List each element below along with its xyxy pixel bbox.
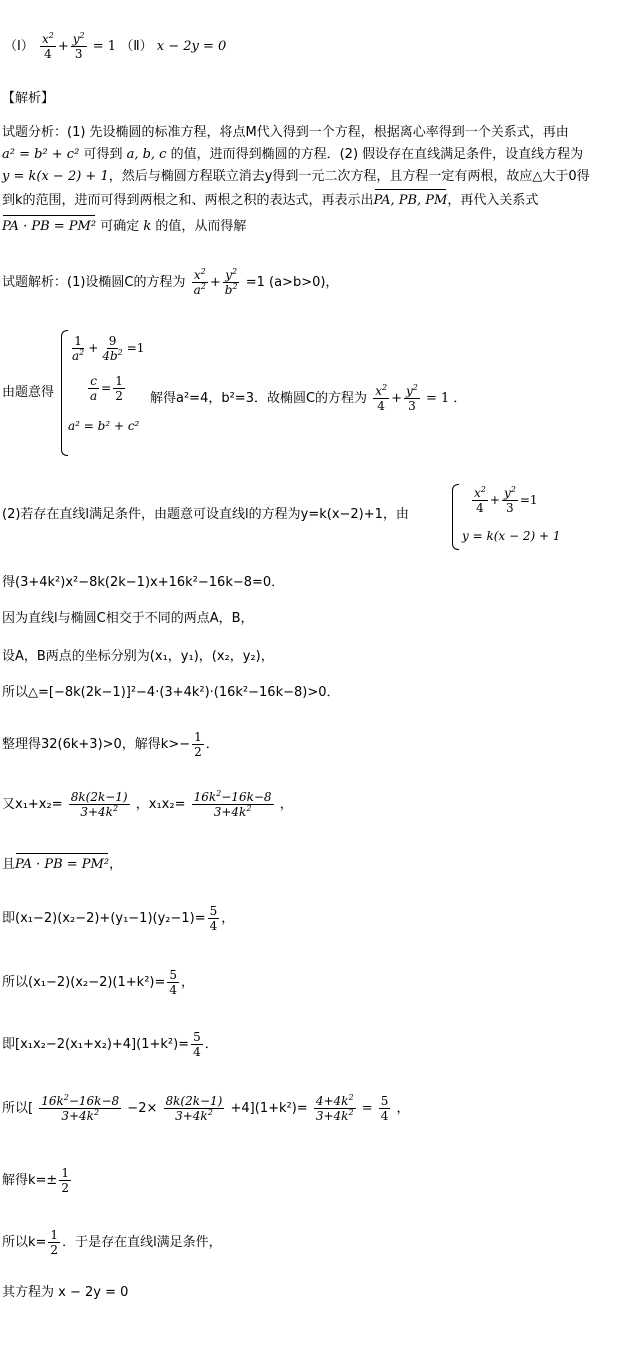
solution-line-5: 因为直线l与椭圆C相交于不同的两点A，B， bbox=[2, 611, 254, 626]
part2-eq: x − 2y = 0 bbox=[156, 39, 227, 54]
section-title: 【解析】 bbox=[2, 91, 55, 106]
solution-line-11: 即(x₁−2)(x₂−2)+(y₁−1)(y₂−1)= $\frac{5}{4}$ ， bbox=[2, 904, 235, 933]
solution-line-4: 得(3+4k²)x²−8k(2k−1)x+16k²−16k−8=0． bbox=[2, 575, 285, 590]
solution-line-17: 其方程为 x − 2y = 0 bbox=[2, 1285, 129, 1300]
system-row-1: $\frac{1}{a^2}$ + $\frac{9}{4b^2}$ =1 bbox=[72, 334, 145, 363]
part1-label: （Ⅰ） bbox=[4, 39, 34, 54]
solution-line-16: 所以k= $\frac{1}{2}$ ．于是存在直线l满足条件， bbox=[2, 1228, 222, 1257]
solution-line-3: (2)若存在直线l满足条件，由题意可设直线l的方程为y=k(x−2)+1，由 bbox=[2, 507, 409, 522]
solution-line-12: 所以(x₁−2)(x₂−2)(1+k²)= $\frac{5}{4}$ ， bbox=[2, 968, 195, 997]
solution-line-1: 试题解析：(1)设椭圆C的方程为 $\frac{x^2}{a^2}$ + $\frac{y^2}{b^2}$ =1 (a>b>0)， bbox=[2, 267, 339, 297]
analysis-line-1: 试题分析：(1) 先设椭圆的标准方程，将点M代入得到一个方程，根据离心率得到一个关系式，再由 bbox=[2, 125, 569, 140]
analysis-line-2: a² = b² + c² 可得到 a, b, c 的值，进而得到椭圆的方程．(2) 假设存在直线满足条件，设直线方程为 bbox=[2, 147, 584, 162]
part2-label: （Ⅱ） bbox=[120, 39, 153, 54]
solution-line-10: 且PA · PB = PM²， bbox=[2, 857, 123, 872]
part1-eq: = 1 bbox=[92, 39, 117, 54]
solution-line-6: 设A，B两点的坐标分别为(x₁，y₁)，(x₂，y₂)， bbox=[2, 649, 274, 664]
system-row-3: a² = b² + c² bbox=[68, 419, 140, 433]
system-row-2: $\frac{c}{a}$ = $\frac{1}{2}$ bbox=[90, 374, 123, 403]
solution-line-2a: 由题意得 bbox=[2, 385, 55, 400]
fraction: $\frac{x^2}{4}$ bbox=[41, 31, 54, 61]
solution-line-2b: 解得a²=4，b²=3．故椭圆C的方程为 $\frac{x^2}{4}$ + $\frac{y^2}{3}$ = 1 ． bbox=[150, 383, 467, 413]
solution-line-13: 即[x₁x₂−2(x₁+x₂)+4](1+k²)= $\frac{5}{4}$ ． bbox=[2, 1030, 218, 1059]
solution-line-14: 所以[ $\frac{16k^2-16k-8}{3+4k^2}$ −2× $\frac{8k(2k-1)}{3+4k^2}$ +4](1+k²)= $\frac{4+4k^2}{3+4k^2}$ = $\frac{5}{4}$ ， bbox=[2, 1093, 410, 1123]
system-brace-2 bbox=[452, 484, 459, 550]
fraction: $\frac{y^2}{3}$ bbox=[72, 31, 85, 61]
system2-row-1: $\frac{x^2}{4}$ + $\frac{y^2}{3}$ =1 bbox=[474, 485, 538, 515]
solution-line-9: 又x₁+x₂= $\frac{8k(2k-1)}{3+4k^2}$ ，x₁x₂= $\frac{16k^2-16k-8}{3+4k^2}$ ， bbox=[2, 789, 293, 819]
solution-line-15: 解得k=± $\frac{1}{2}$ bbox=[2, 1166, 69, 1195]
system-brace bbox=[61, 330, 68, 456]
answer-line: （Ⅰ） $\frac{x^2}{4}$ + $\frac{y^2}{3}$ = 1 （Ⅱ） x − 2y = 0 bbox=[4, 31, 227, 61]
system2-row-2: y = k(x − 2) + 1 bbox=[462, 529, 561, 543]
analysis-line-4: 到k的范围，进而可得到两根之和、两根之积的表达式，再表示出PA, PB, PM，再代入关系式 bbox=[2, 193, 539, 208]
fraction: $\frac{y^2}{b^2}$ bbox=[224, 267, 238, 297]
solution-line-8: 整理得32(6k+3)>0，解得k>− $\frac{1}{2}$ ． bbox=[2, 730, 219, 759]
solution-line-7: 所以△=[−8k(2k−1)]²−4·(3+4k²)·(16k²−16k−8)>0． bbox=[2, 685, 340, 700]
analysis-line-5: PA · PB = PM² 可确定 k 的值，从而得解 bbox=[2, 219, 247, 234]
fraction: $\frac{x^2}{a^2}$ bbox=[193, 267, 206, 297]
analysis-line-3: y = k(x − 2) + 1，然后与椭圆方程联立消去y得到一元二次方程，且方程一定有两根，故应△大于0得 bbox=[2, 169, 590, 184]
